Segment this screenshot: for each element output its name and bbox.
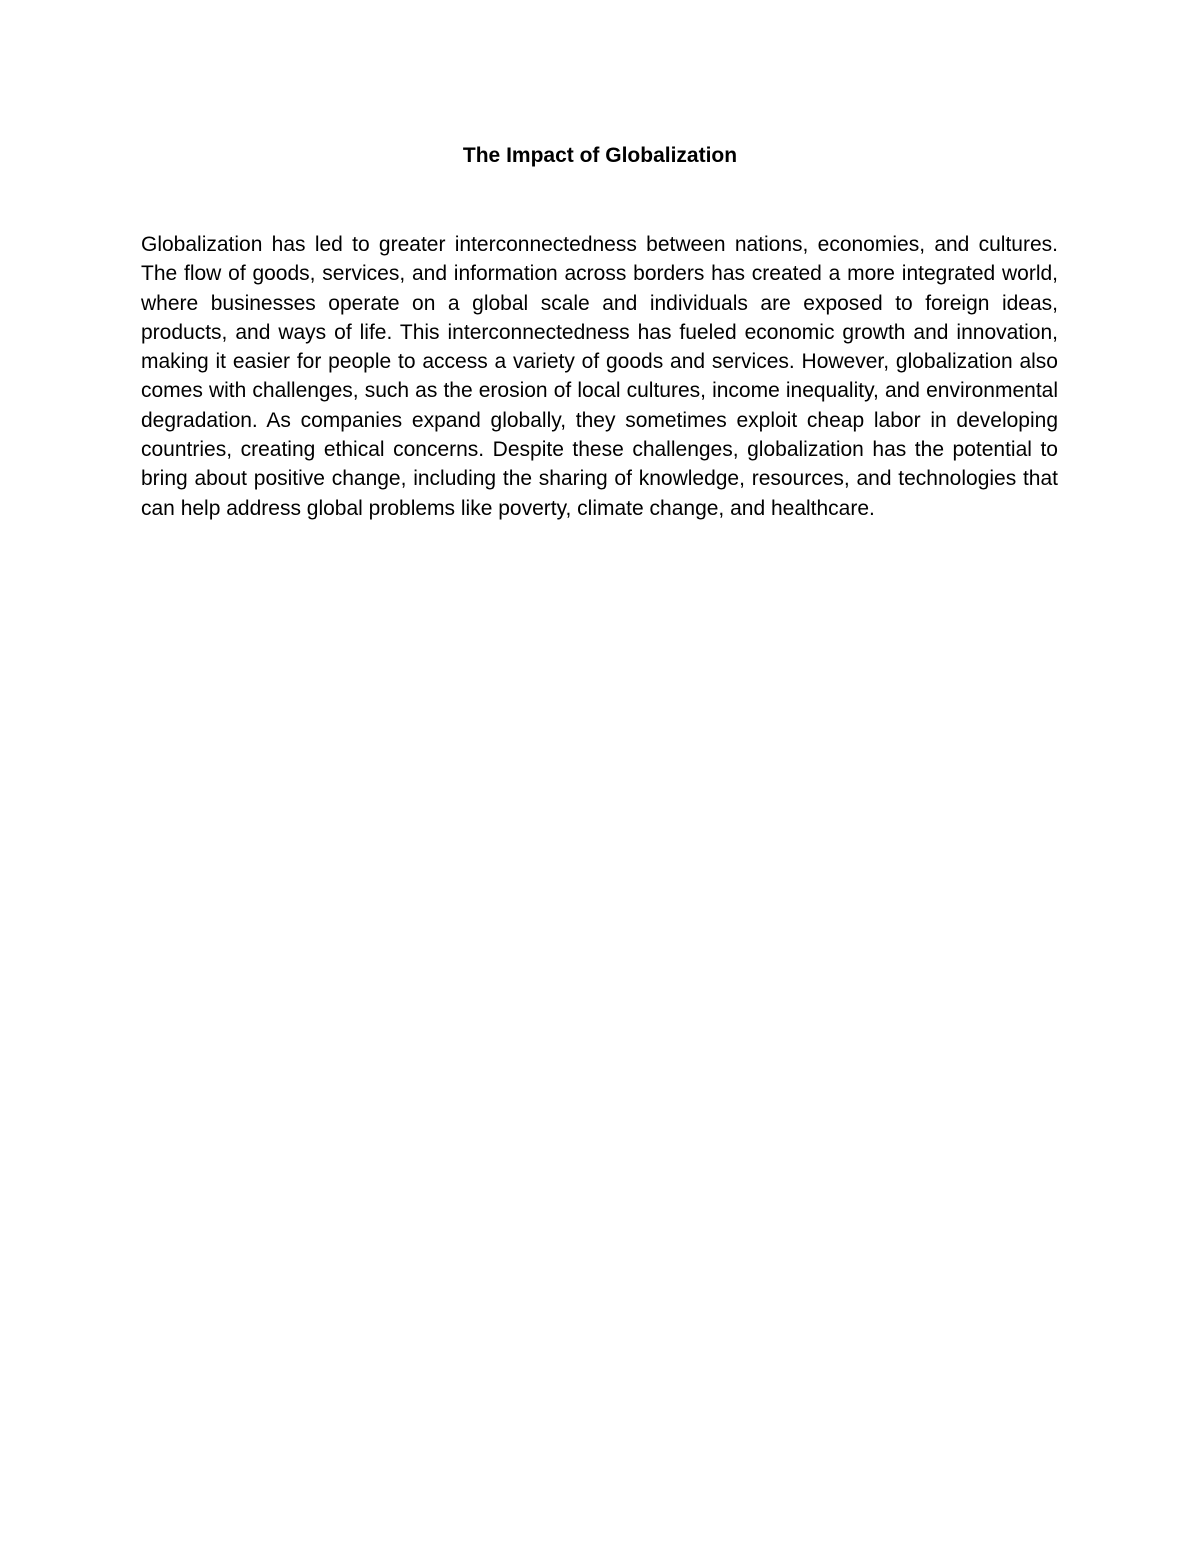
document-body-paragraph: Globalization has led to greater interconnectedness between nations, economies, and cultures. The flow of goods, services, and information across borders has created a more integrated world, where businesses operate on a global scale and individuals are exposed to foreign ideas, products, and ways of life. This interconnectedness has fueled economic growth and innovation, making it easier for people to access a variety of goods and services. However, globalization also comes with challenges, such as the erosion of local cultures, income inequality, and environmental degradation. As companies expand globally, they sometimes exploit cheap labor in developing countries, creating ethical concerns. Despite these challenges, globalization has the potential to bring about positive change, including the sharing of knowledge, resources, and technologies that can help address global problems like poverty, climate change, and healthcare. [141,233,1058,520]
document-title: The Impact of Globalization [462,144,738,167]
